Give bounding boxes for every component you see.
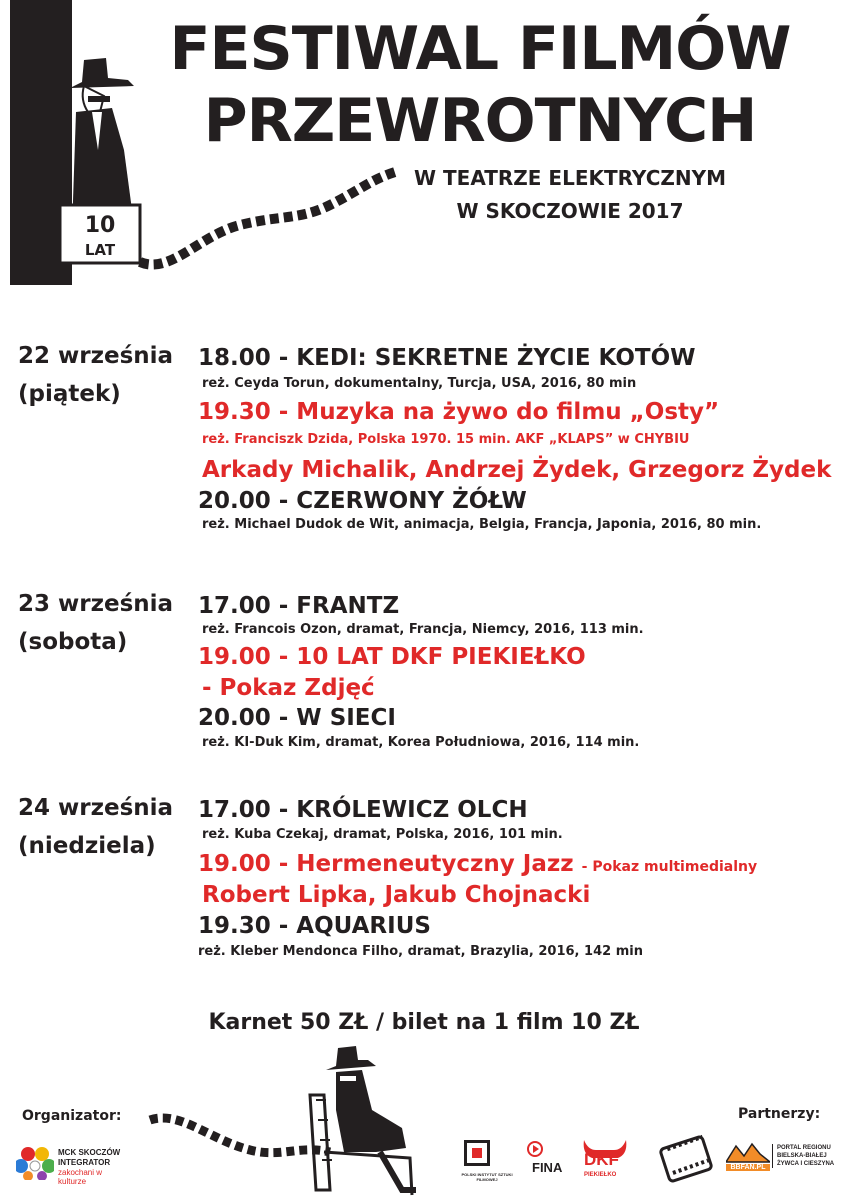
event-title: 20.00 - W SIECI — [198, 705, 396, 731]
day-weekday: (sobota) — [18, 629, 128, 655]
partner-pisf-logo — [452, 1140, 522, 1190]
page-title-line1: FESTIWAL FILMÓW — [169, 14, 791, 84]
event-performers: Arkady Michalik, Andrzej Żydek, Grzegorz Żydek — [202, 457, 832, 483]
event-title: 19.00 - 10 LAT DKF PIEKIEŁKO — [198, 644, 586, 670]
event-title-suffix: - Pokaz multimedialny — [581, 859, 758, 875]
organizer-logo-line1: MCK SKOCZÓW — [58, 1148, 121, 1157]
badge-number: 10 — [84, 213, 116, 238]
event-details: reż. KI-Duk Kim, dramat, Korea Południowa, 2016, 114 min. — [202, 735, 640, 750]
event-title-main: 19.00 - Hermeneutyczny Jazz — [198, 851, 574, 877]
event-details: reż. Ceyda Torun, dokumentalny, Turcja, USA, 2016, 80 min — [202, 376, 637, 391]
event-details: reż. Franciszk Dzida, Polska 1970. 15 min. AKF „KLAPS” w CHYBIU — [202, 432, 690, 447]
film-strip-icon — [150, 1118, 330, 1153]
event-title: 20.00 - CZERWONY ŻÓŁW — [198, 488, 527, 514]
event-details: reż. Kuba Czekaj, dramat, Polska, 2016, 101 min. — [202, 827, 563, 842]
event-title: 18.00 - KEDI: SEKRETNE ŻYCIE KOTÓW — [198, 345, 696, 371]
hat-icon — [326, 1046, 376, 1070]
event-details: reż. Michael Dudok de Wit, animacja, Belgia, Francja, Japonia, 2016, 80 min. — [202, 517, 762, 532]
event-title: 19.30 - AQUARIUS — [198, 913, 431, 939]
sunglasses-icon — [88, 96, 110, 102]
badge-label: LAT — [84, 241, 116, 259]
event-title: 17.00 - FRANTZ — [198, 593, 400, 619]
partner-fina-logo — [526, 1140, 576, 1180]
day-date: 24 września — [18, 795, 174, 821]
partner-portal-line2: BIELSKA-BIAŁEJ — [777, 1153, 827, 1159]
organizer-logo-line2: INTEGRATOR — [58, 1158, 111, 1167]
partner-bbfan-logo — [726, 1140, 770, 1180]
event-title: 17.00 - KRÓLEWICZ OLCH — [198, 797, 528, 823]
partner-filmstrip-logo — [656, 1134, 716, 1184]
partner-portal-text — [772, 1144, 847, 1168]
event-performers: Robert Lipka, Jakub Chojnacki — [202, 882, 591, 908]
partners-label: Partnerzy: — [738, 1106, 821, 1122]
play-circle-icon — [526, 1140, 544, 1158]
partner-dkf-sub: PIEKIEŁKO — [584, 1172, 617, 1178]
film-strip-icon — [140, 172, 395, 265]
subtitle-line2: W SKOCZOWIE 2017 — [456, 199, 684, 223]
subtitle-line1: W TEATRZE ELEKTRYCZNYM — [413, 166, 726, 190]
partner-fina-text: FINA — [532, 1160, 563, 1175]
mountains-icon — [726, 1140, 770, 1164]
partner-bbfan-text: BBFAN.PL — [726, 1164, 770, 1171]
organizer-logo — [16, 1140, 126, 1186]
partner-pisf-text: POLSKI INSTYTUT SZTUKI FILMOWEJ — [461, 1172, 513, 1182]
pisf-square-icon — [464, 1140, 490, 1166]
partner-portal-line1: PORTAL REGIONU — [777, 1145, 831, 1151]
hexagon-logo-icon — [16, 1142, 54, 1180]
footer-illustration — [140, 1040, 430, 1200]
event-title: 19.30 - Muzyka na żywo do filmu „Osty” — [198, 399, 720, 425]
organizer-logo-line3: zakochani w kulturze — [58, 1168, 103, 1186]
day-weekday: (piątek) — [18, 381, 121, 407]
organizer-label: Organizator: — [22, 1108, 122, 1124]
event-details: reż. Francois Ozon, dramat, Francja, Niemcy, 2016, 113 min. — [202, 622, 644, 637]
page-title-line2: PRZEWROTNYCH — [203, 86, 757, 156]
partner-dkf-text: DKF — [584, 1150, 619, 1169]
coat-icon — [336, 1070, 406, 1152]
sunglasses-icon — [340, 1076, 356, 1081]
ticket-price: Karnet 50 ZŁ / bilet na 1 film 10 ZŁ — [208, 1010, 640, 1035]
day-date: 22 września — [18, 343, 174, 369]
event-details: reż. Kleber Mendonca Filho, dramat, Brazylia, 2016, 142 min — [198, 944, 643, 959]
partner-dkf-logo — [578, 1136, 632, 1186]
event-title — [198, 849, 757, 882]
day-date: 23 września — [18, 591, 174, 617]
event-title-line2: - Pokaz Zdjęć — [202, 675, 375, 701]
partner-portal-line3: ŻYWCA I CIESZYNA — [777, 1161, 835, 1167]
day-weekday: (niedziela) — [18, 833, 156, 859]
chair-icon — [310, 1095, 330, 1190]
